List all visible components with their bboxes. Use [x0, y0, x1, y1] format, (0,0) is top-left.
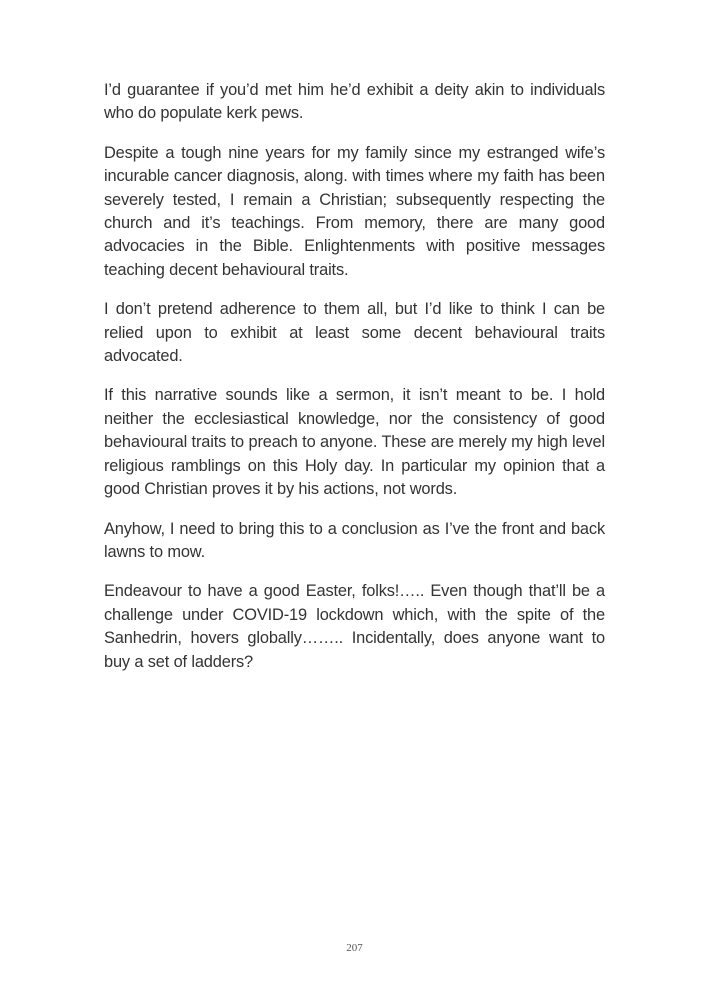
paragraph: I don’t pretend adherence to them all, but I’d like to think I can be relied upon to exhibit at least some decent behavioural traits advocated. [104, 300, 605, 366]
paragraph: If this narrative sounds like a sermon, it isn’t meant to be. I hold neither the ecclesiastical knowledge, nor the consistency of good behavioural traits to preach to anyone. These are merely my high level religious ramblings on this Holy day. In particular my opinion that a good Christian proves it by his actions, not words. [104, 386, 605, 499]
page-number: 207 [346, 942, 363, 954]
paragraph: I’d guarantee if you’d met him he’d exhibit a deity akin to individuals who do populate kerk pews. [104, 81, 605, 123]
paragraph: Despite a tough nine years for my family since my estranged wife’s incurable cancer diagnosis, along. with times where my faith has been severely tested, I remain a Christian; subsequently respecting the church and it’s teachings. From memory, there are many good advocacies in the Bible. Enlightenments with positive messages teaching decent behavioural traits. [104, 143, 605, 279]
page-body [104, 79, 605, 690]
paragraph: Anyhow, I need to bring this to a conclusion as I’ve the front and back lawns to mow. [104, 519, 605, 561]
paragraph: Endeavour to have a good Easter, folks!….. Even though that’ll be a challenge under COVID-19 lockdown which, with the spite of the Sanhedrin, hovers globally…….. Incidentally, does anyone want to buy a set of ladders? [104, 582, 605, 671]
